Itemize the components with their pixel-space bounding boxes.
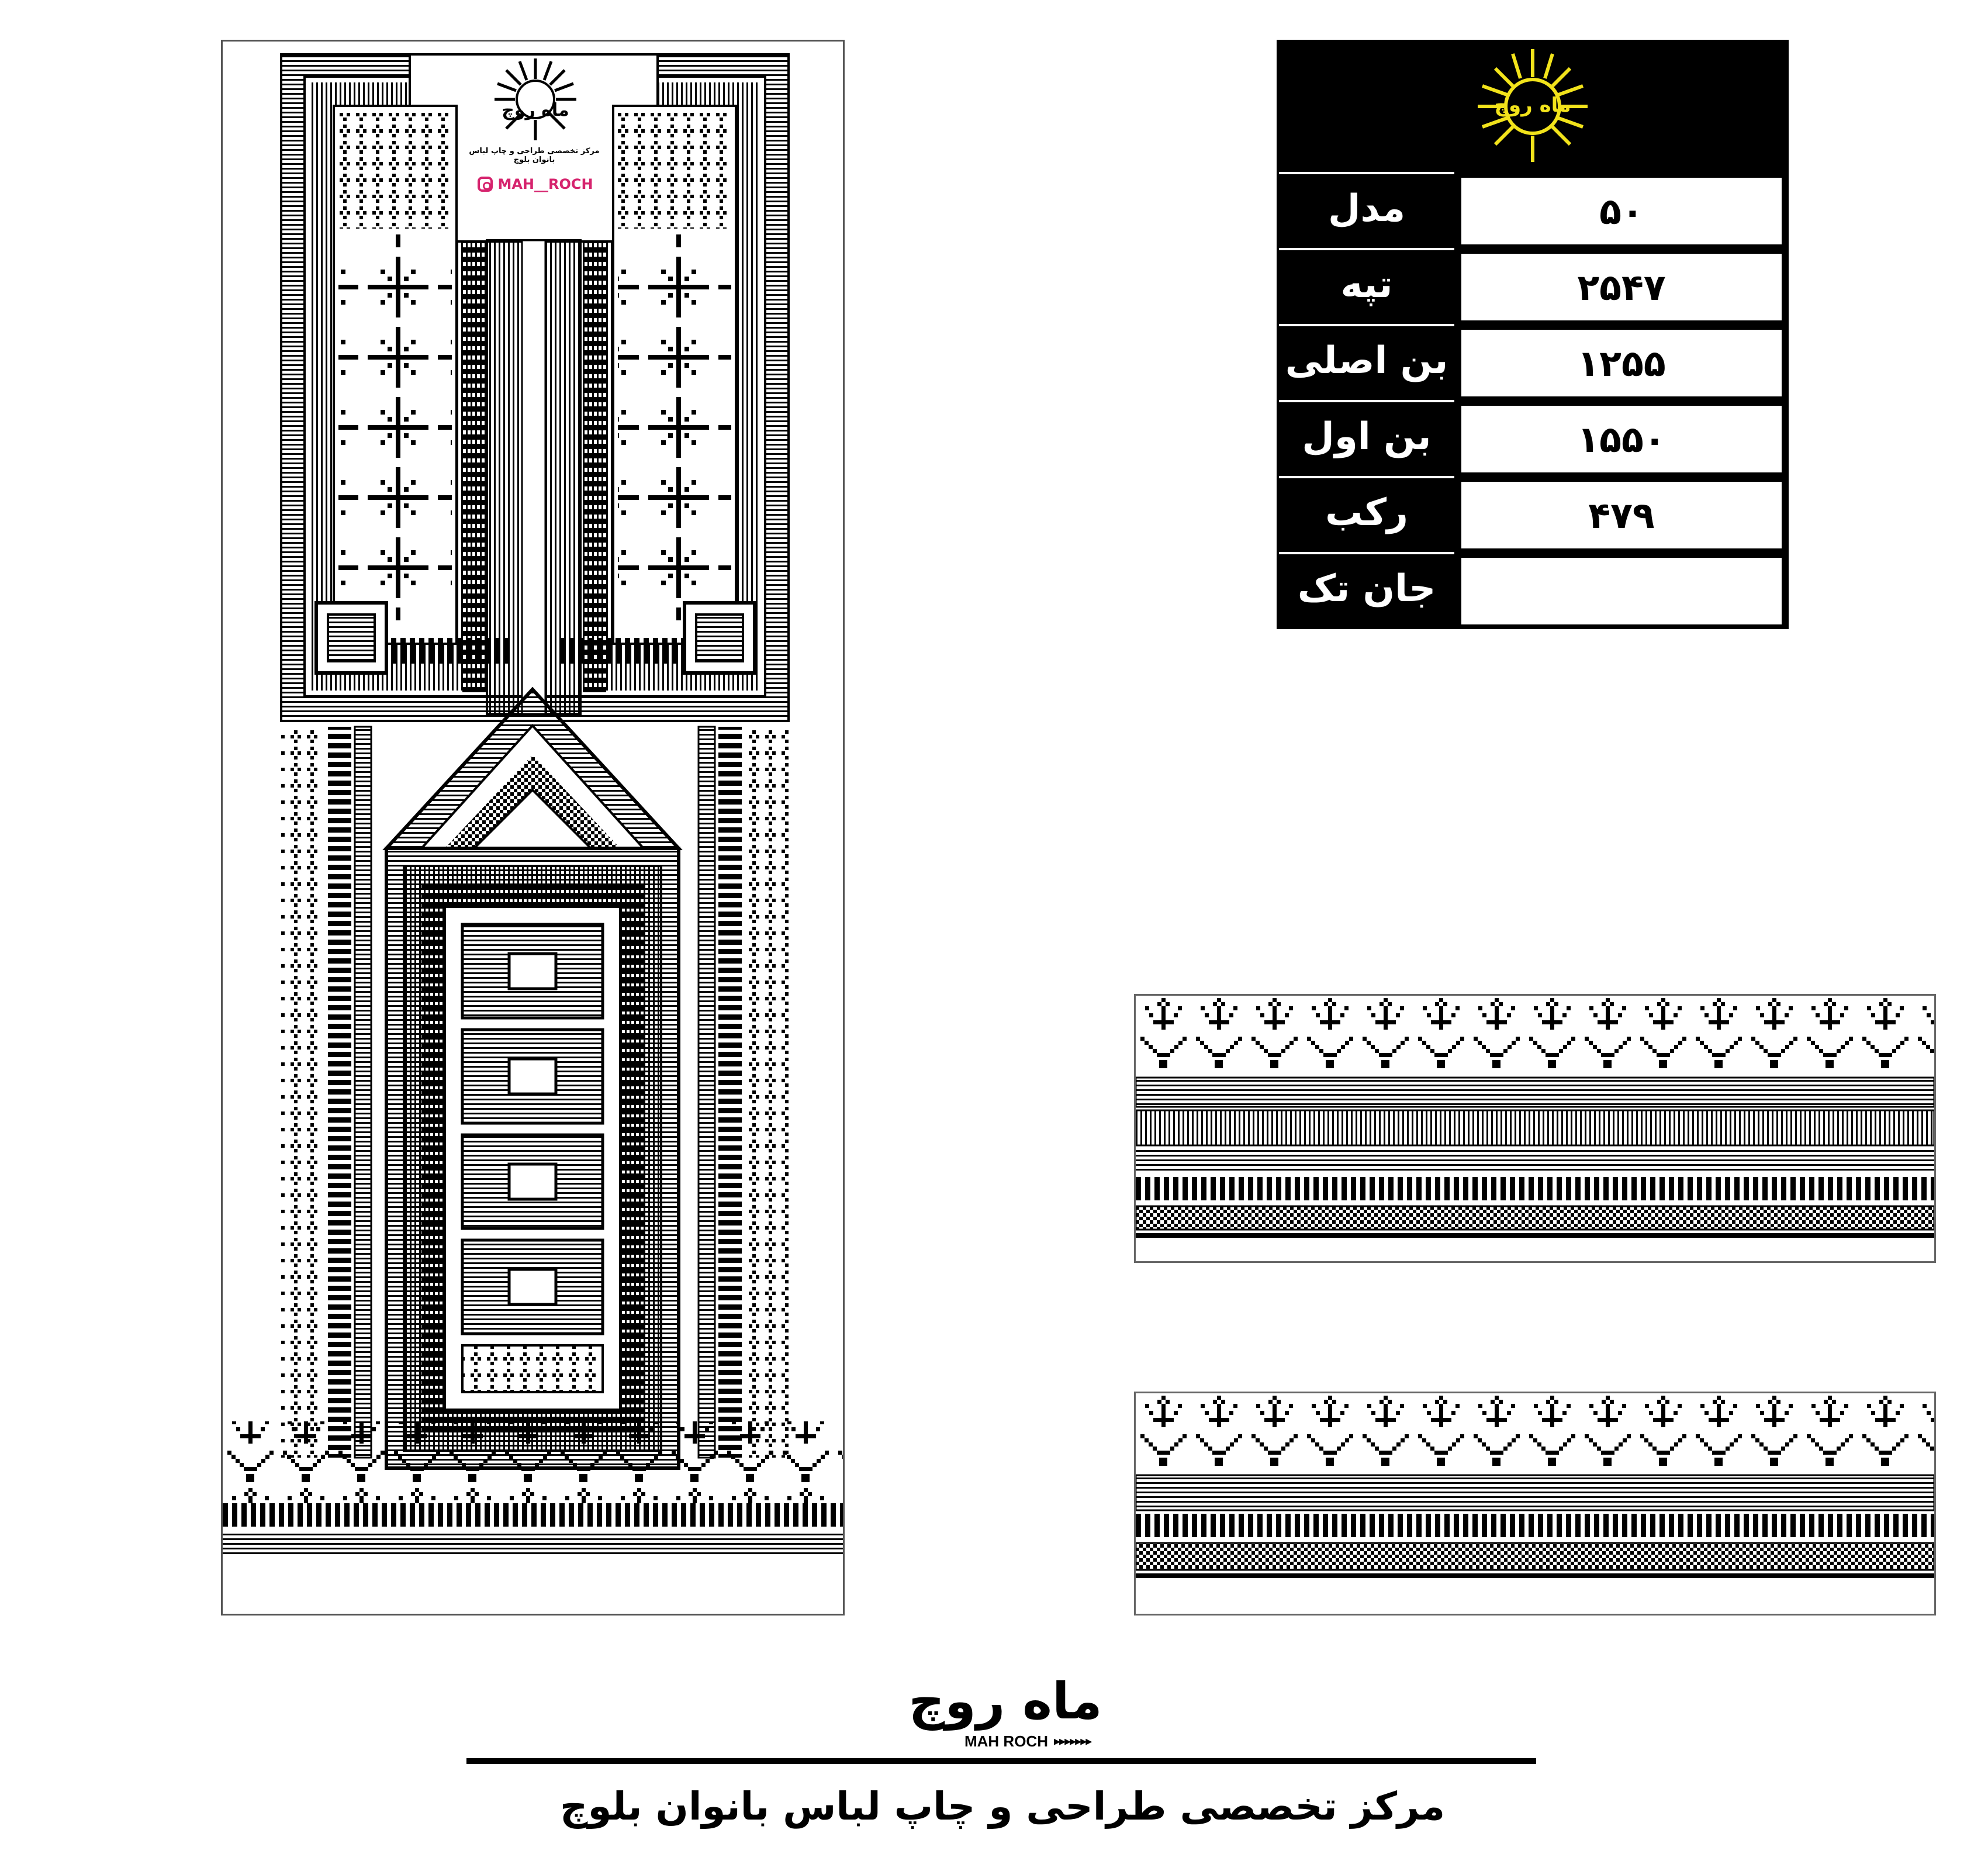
spec-table — [1277, 40, 1789, 629]
spec-label: مدل — [1327, 187, 1406, 230]
spec-value: ۴۷۹ — [1461, 482, 1782, 548]
spec-row-tape — [1279, 250, 1786, 326]
spec-logo — [1279, 42, 1786, 171]
neck-brand-name: ماه روچ — [502, 100, 569, 120]
instagram-icon — [478, 177, 493, 192]
instagram-handle: MAH__ROCH — [497, 176, 593, 192]
footer-logo-en-text: MAH ROCH — [964, 1732, 1048, 1750]
footer-divider — [466, 1758, 1536, 1764]
sleeve-border-strip-1 — [1134, 994, 1936, 1263]
spec-label: بن اول — [1302, 415, 1432, 458]
spec-value — [1461, 558, 1782, 624]
footer-tagline: مرکز تخصصی طراحی و چاپ لباس بانوان بلوچ — [559, 1784, 1446, 1829]
footer-logo-en — [964, 1731, 1128, 1752]
arrow-chevrons-icon: ▸▸▸▸▸▸▸ — [1054, 1734, 1091, 1749]
spec-logo-text: ماه روچ — [1494, 94, 1571, 117]
spec-row-main-bon — [1279, 326, 1786, 402]
spec-row-first-bon — [1279, 402, 1786, 478]
footer-logo — [883, 1672, 1128, 1754]
spec-label: رکب — [1325, 491, 1408, 534]
spec-label: تپه — [1340, 263, 1393, 306]
spec-label: جان تک — [1297, 567, 1436, 610]
neck-logo — [492, 56, 579, 143]
spec-value: ۵۰ — [1461, 178, 1782, 244]
spec-label: بن اصلی — [1285, 339, 1448, 382]
spec-value: ۲۵۴۷ — [1461, 254, 1782, 320]
neck-instagram — [457, 172, 614, 196]
spec-row-jantak — [1279, 554, 1786, 630]
neck-tagline: مرکز تخصصی طراحی و چاپ لباس بانوان بلوچ — [469, 147, 600, 164]
spec-value: ۱۵۵۰ — [1461, 406, 1782, 472]
garment-pattern-panel — [221, 40, 845, 1615]
spec-value: ۱۲۵۵ — [1461, 330, 1782, 396]
footer-logo-fa: ماه روچ — [908, 1672, 1102, 1731]
spec-row-rekab — [1279, 478, 1786, 554]
sun-logo-icon — [492, 56, 579, 143]
spec-row-model — [1279, 174, 1786, 250]
sleeve-border-strip-2 — [1134, 1392, 1936, 1615]
